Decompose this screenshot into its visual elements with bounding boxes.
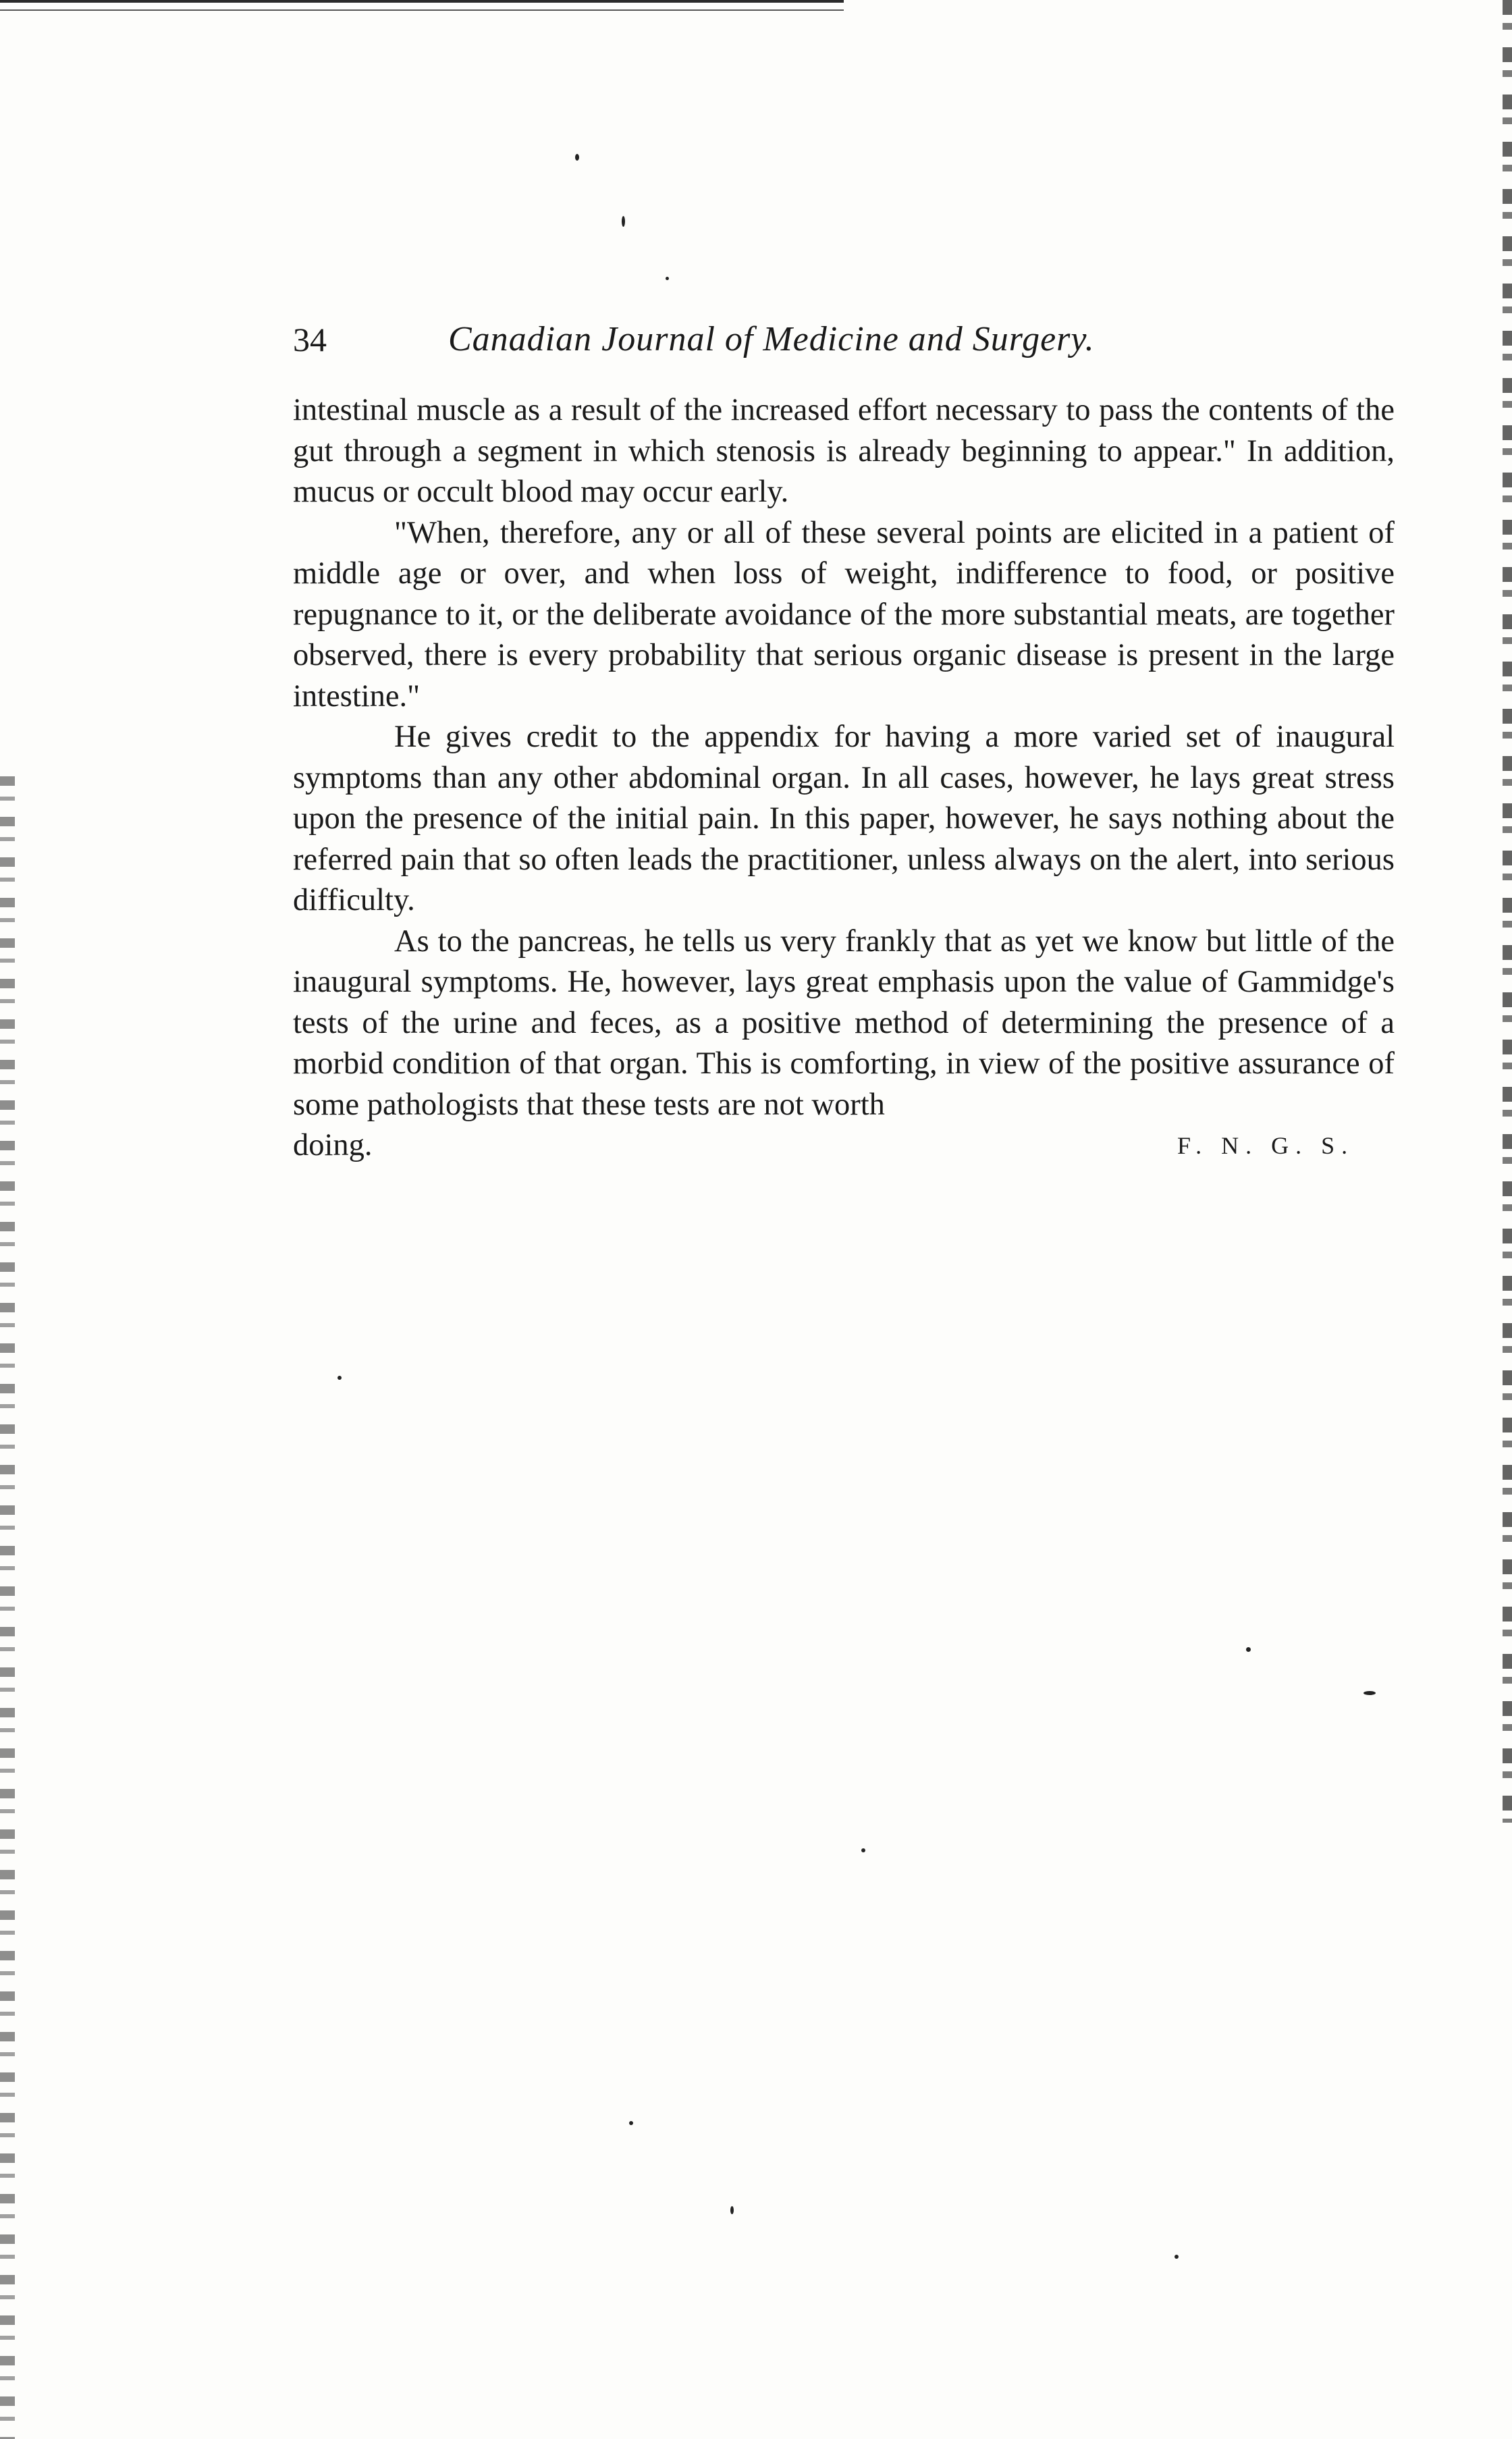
page-number: 34 <box>293 321 327 358</box>
running-title: Canadian Journal of Medicine and Surgery. <box>448 320 1095 358</box>
scan-right-edge <box>1503 0 1512 1823</box>
scan-speck <box>575 154 579 161</box>
scan-speck <box>1174 2255 1179 2259</box>
page-header <box>293 316 1400 363</box>
scan-speck <box>861 1848 865 1852</box>
closing-line <box>293 1125 1395 1167</box>
scan-speck <box>622 216 625 227</box>
scan-speck <box>338 1376 342 1380</box>
paragraph-continued: intestinal muscle as a result of the increased effort necessary to pass the contents of the gut through a segment in which stenosis is already beginning to appear." In addition, mucus or occult blood may occur early. <box>293 393 1395 509</box>
paragraph-last-word: doing. <box>293 1128 373 1162</box>
paragraph-pancreas: As to the pancreas, he tells us very frankly that as yet we know but little of the inaugural symptoms. He, however, lays great emphasis upon the value of Gammidge's tests of the urine and feces, as a positive method of determining the presence of a morbid condition of that organ. This is comforting, in view of the positive assurance of some pathologists that these tests are not worth <box>293 923 1395 1122</box>
scan-top-rule <box>0 0 844 11</box>
scan-speck <box>730 2206 734 2214</box>
author-initials: F. N. G. S. <box>1177 1132 1355 1159</box>
scan-left-edge <box>0 776 15 2439</box>
article-body <box>293 390 1395 1167</box>
paragraph-appendix: He gives credit to the appendix for having a more varied set of inaugural symptoms than any other abdominal organ. In all cases, however, he lays great stress upon the presence of the initial pain. In this paper, however, he says nothing about the referred pain that so often leads the practitioner, unless always on the alert, into serious difficulty. <box>293 720 1395 917</box>
scan-speck <box>629 2121 633 2125</box>
scan-speck <box>666 277 669 280</box>
scan-speck <box>1364 1691 1376 1695</box>
scan-speck <box>1246 1647 1251 1652</box>
paragraph-quotation: "When, therefore, any or all of these several points are elicited in a patient of middle age or over, and when loss of weight, indifference to food, or positive repugnance to it, or the deliberate avoidance of the more substantial meats, are together observed, there is every probability that serious organic disease is present in the large intestine." <box>293 515 1395 714</box>
